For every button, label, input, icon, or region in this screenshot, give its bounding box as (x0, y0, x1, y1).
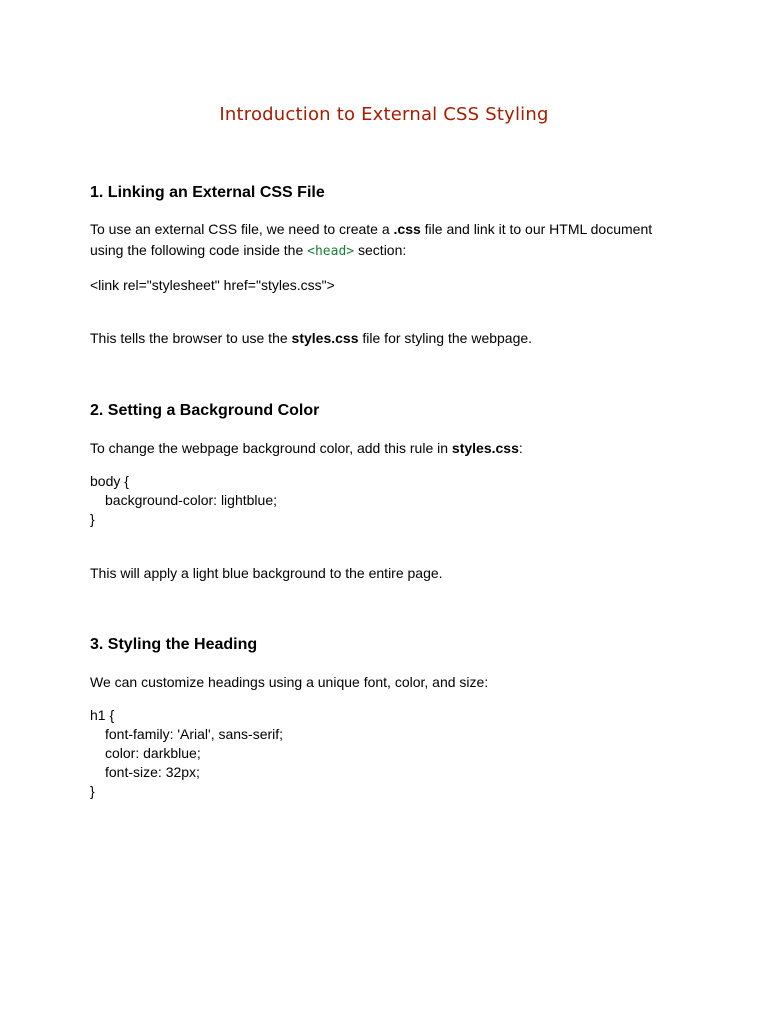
code-line: font-size: 32px; (105, 764, 200, 780)
section1-intro-paragraph (90, 219, 670, 262)
code-line: font-family: 'Arial', sans-serif; (105, 726, 284, 742)
code-line: color: darkblue; (105, 745, 201, 761)
code-line: h1 { (90, 707, 115, 723)
body-rule-code-block (90, 472, 277, 529)
section2-intro-text-b: : (518, 440, 523, 456)
section1-intro-text-b: file and link it to our HTML document using the following code inside the (90, 221, 653, 258)
section-heading-background: 2. Setting a Background Color (90, 402, 320, 419)
section1-intro-text-c: section: (354, 242, 407, 258)
section1-note-text-a: This tells the browser to use the (90, 330, 292, 346)
section2-note-paragraph: This will apply a light blue background to the entire page. (90, 565, 443, 581)
code-line: } (90, 511, 95, 527)
section2-intro-paragraph (90, 438, 670, 459)
section2-intro-bold: styles.css (451, 440, 519, 456)
section3-intro-paragraph: We can customize headings using a unique font, color, and size: (90, 674, 489, 690)
document-title: Introduction to External CSS Styling (219, 104, 549, 125)
code-line: } (90, 783, 95, 799)
section1-note-bold: styles.css (291, 330, 359, 346)
section1-intro-text-a: To use an external CSS file, we need to create a (90, 221, 394, 237)
section-heading-linking: 1. Linking an External CSS File (90, 184, 325, 201)
section1-note-text-b: file for styling the webpage. (358, 330, 533, 346)
link-tag-code-block (90, 276, 335, 295)
section-heading-styling: 3. Styling the Heading (90, 636, 258, 653)
section2-intro-text-a: To change the webpage background color, add this rule in (90, 440, 452, 456)
h1-rule-code-block (90, 706, 283, 801)
code-line: background-color: lightblue; (105, 492, 277, 508)
code-line: body { (90, 473, 129, 489)
section1-note-paragraph (90, 328, 670, 349)
code-line: <link rel="stylesheet" href="styles.css"> (90, 277, 335, 293)
section1-intro-bold: .css (393, 221, 421, 237)
head-tag-inline-code: <head> (307, 244, 355, 259)
